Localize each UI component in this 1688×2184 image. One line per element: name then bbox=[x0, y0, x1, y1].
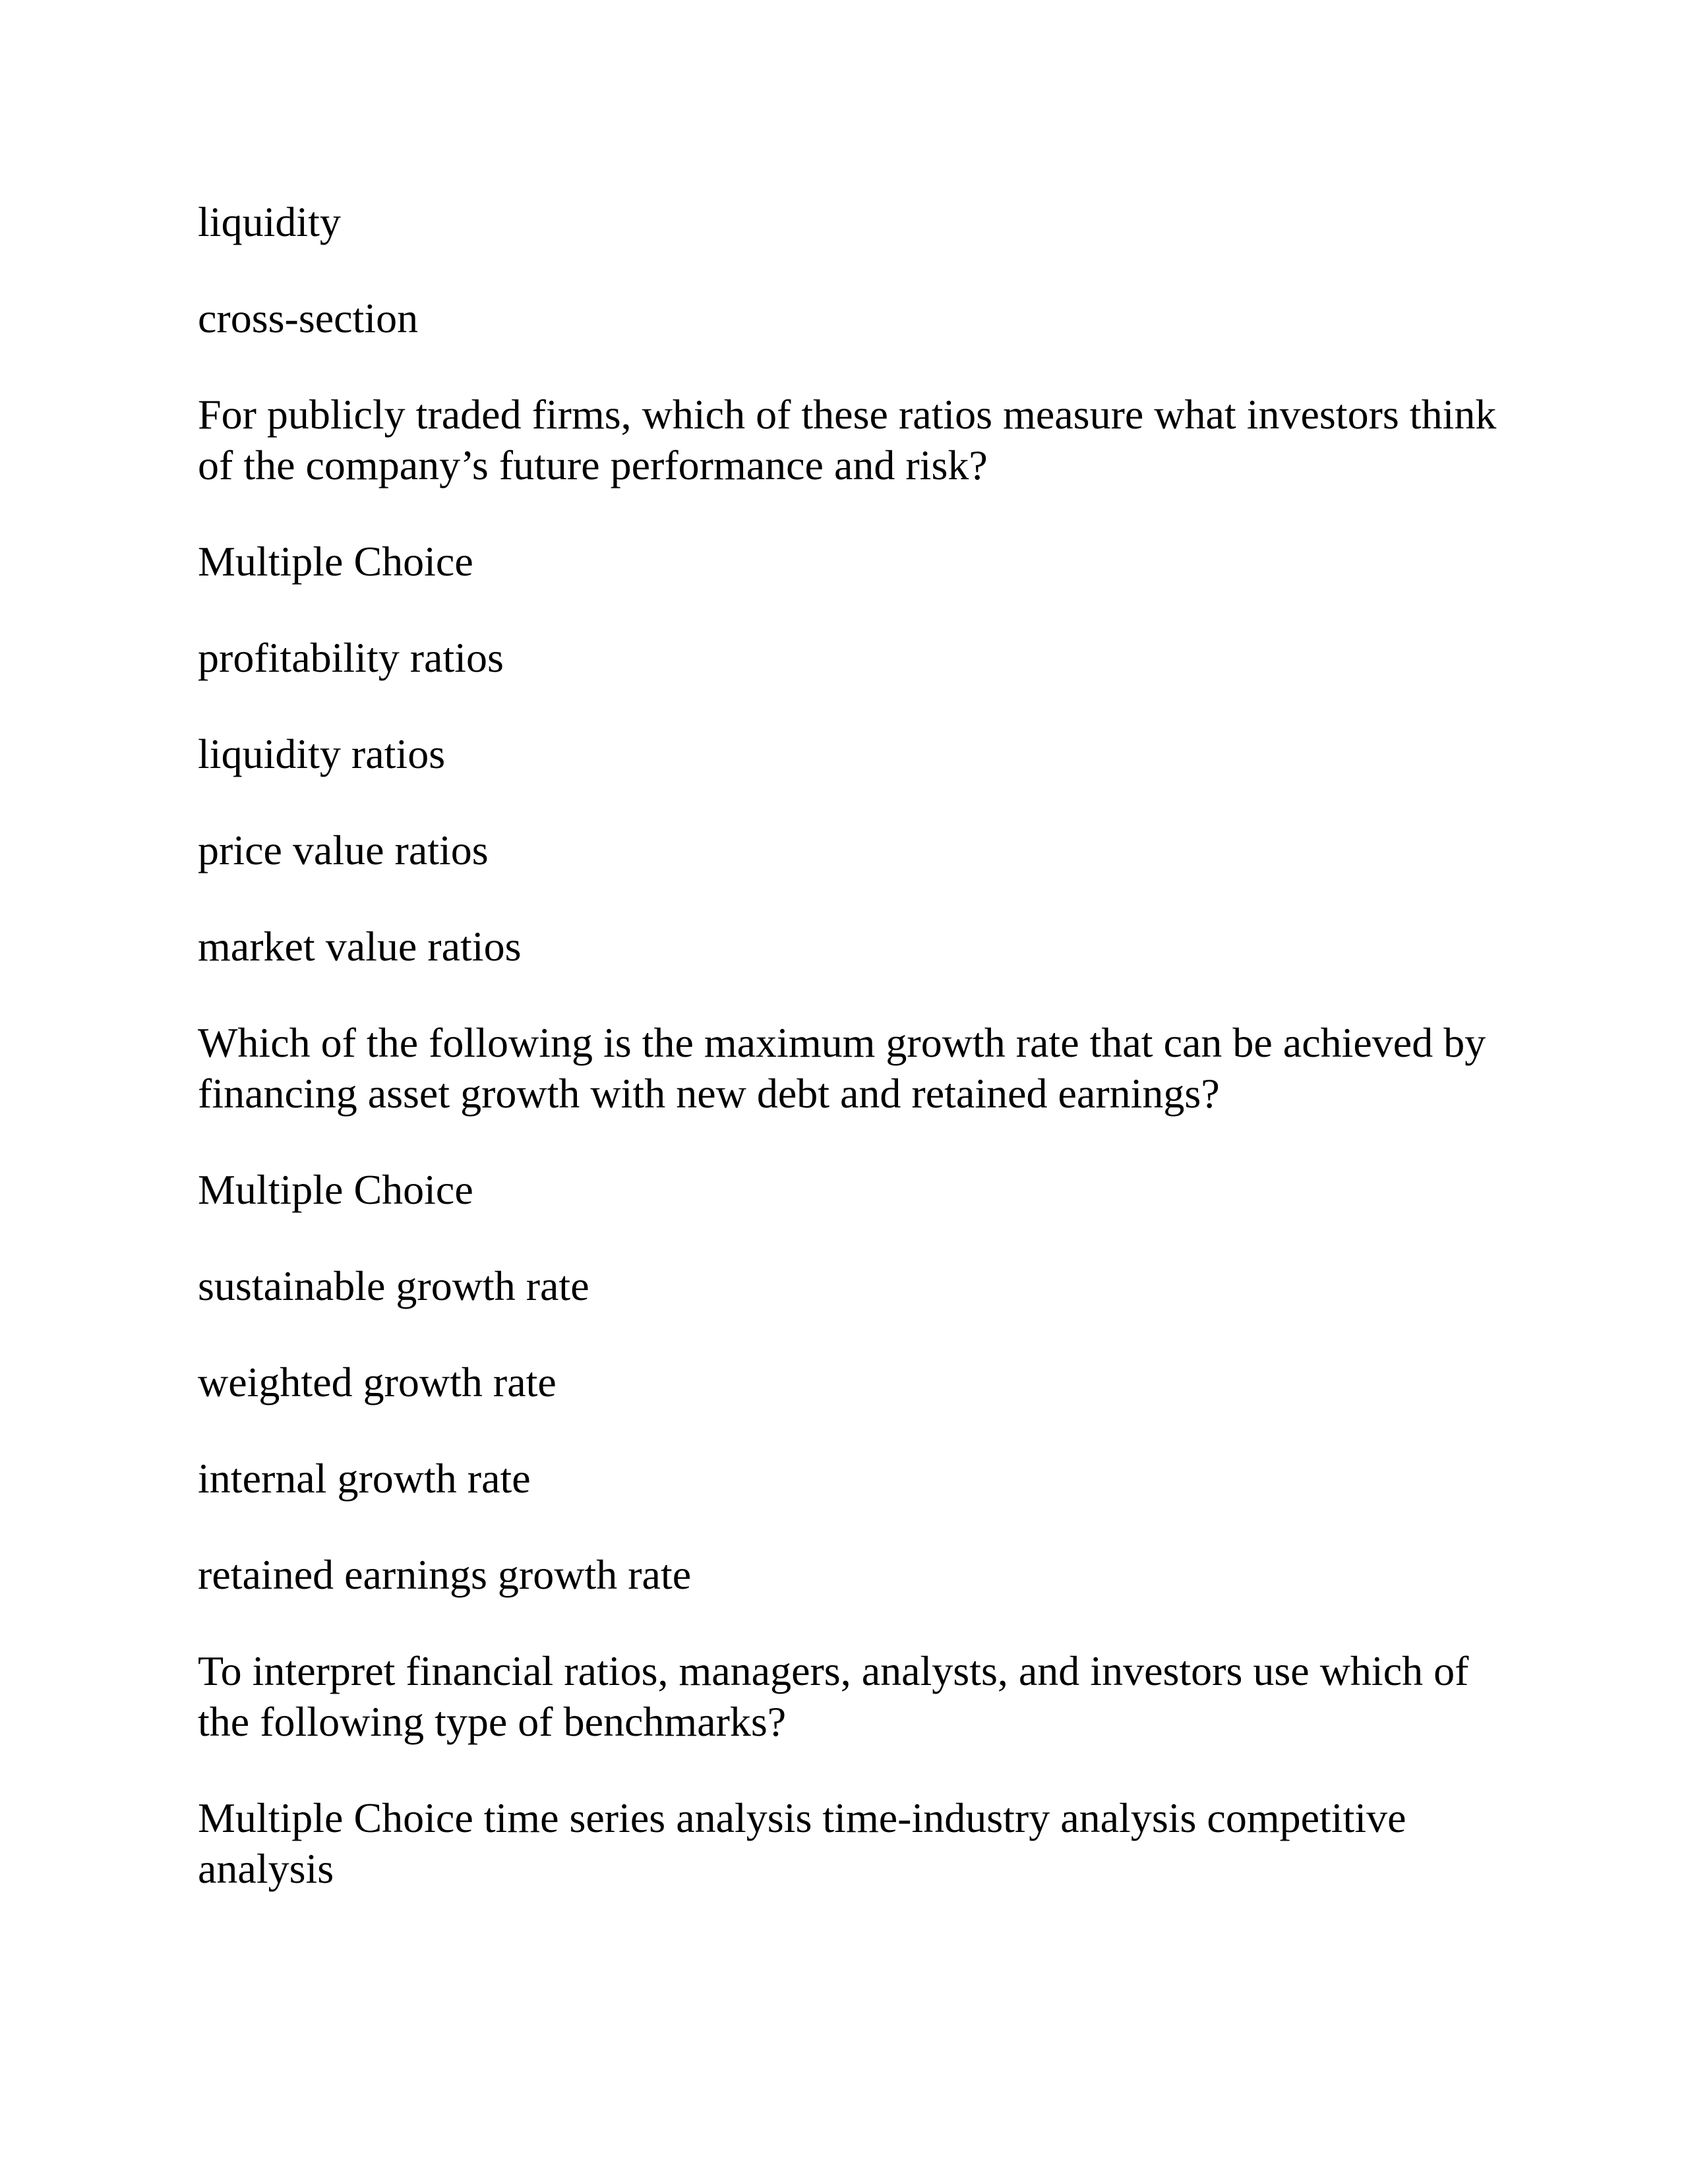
answer-option: cross-section bbox=[198, 295, 419, 341]
document-body bbox=[198, 196, 1517, 1894]
answer-option: market value ratios bbox=[198, 923, 522, 970]
question-type-label: Multiple Choice bbox=[198, 1166, 473, 1213]
answer-option: price value ratios bbox=[198, 827, 489, 873]
answer-option: retained earnings growth rate bbox=[198, 1551, 692, 1598]
answer-option: liquidity ratios bbox=[198, 730, 446, 777]
question-text: Which of the following is the maximum growth rate that can be achieved by financing asset growth with new debt and retained earnings? bbox=[198, 1019, 1486, 1117]
answer-option: weighted growth rate bbox=[198, 1359, 557, 1405]
answer-option: sustainable growth rate bbox=[198, 1262, 589, 1309]
answer-option: internal growth rate bbox=[198, 1455, 531, 1502]
question-type-label: Multiple Choice bbox=[198, 538, 473, 585]
question-text: To interpret financial ratios, managers, analysts, and investors use which of the following type of benchmarks? bbox=[198, 1647, 1469, 1745]
question-text: For publicly traded firms, which of these ratios measure what investors think of the company’s future performance and risk? bbox=[198, 391, 1497, 488]
answer-option: profitability ratios bbox=[198, 634, 504, 681]
question-options-inline: Multiple Choice time series analysis time-industry analysis competitive analysis bbox=[198, 1794, 1406, 1892]
answer-option: liquidity bbox=[198, 198, 341, 245]
